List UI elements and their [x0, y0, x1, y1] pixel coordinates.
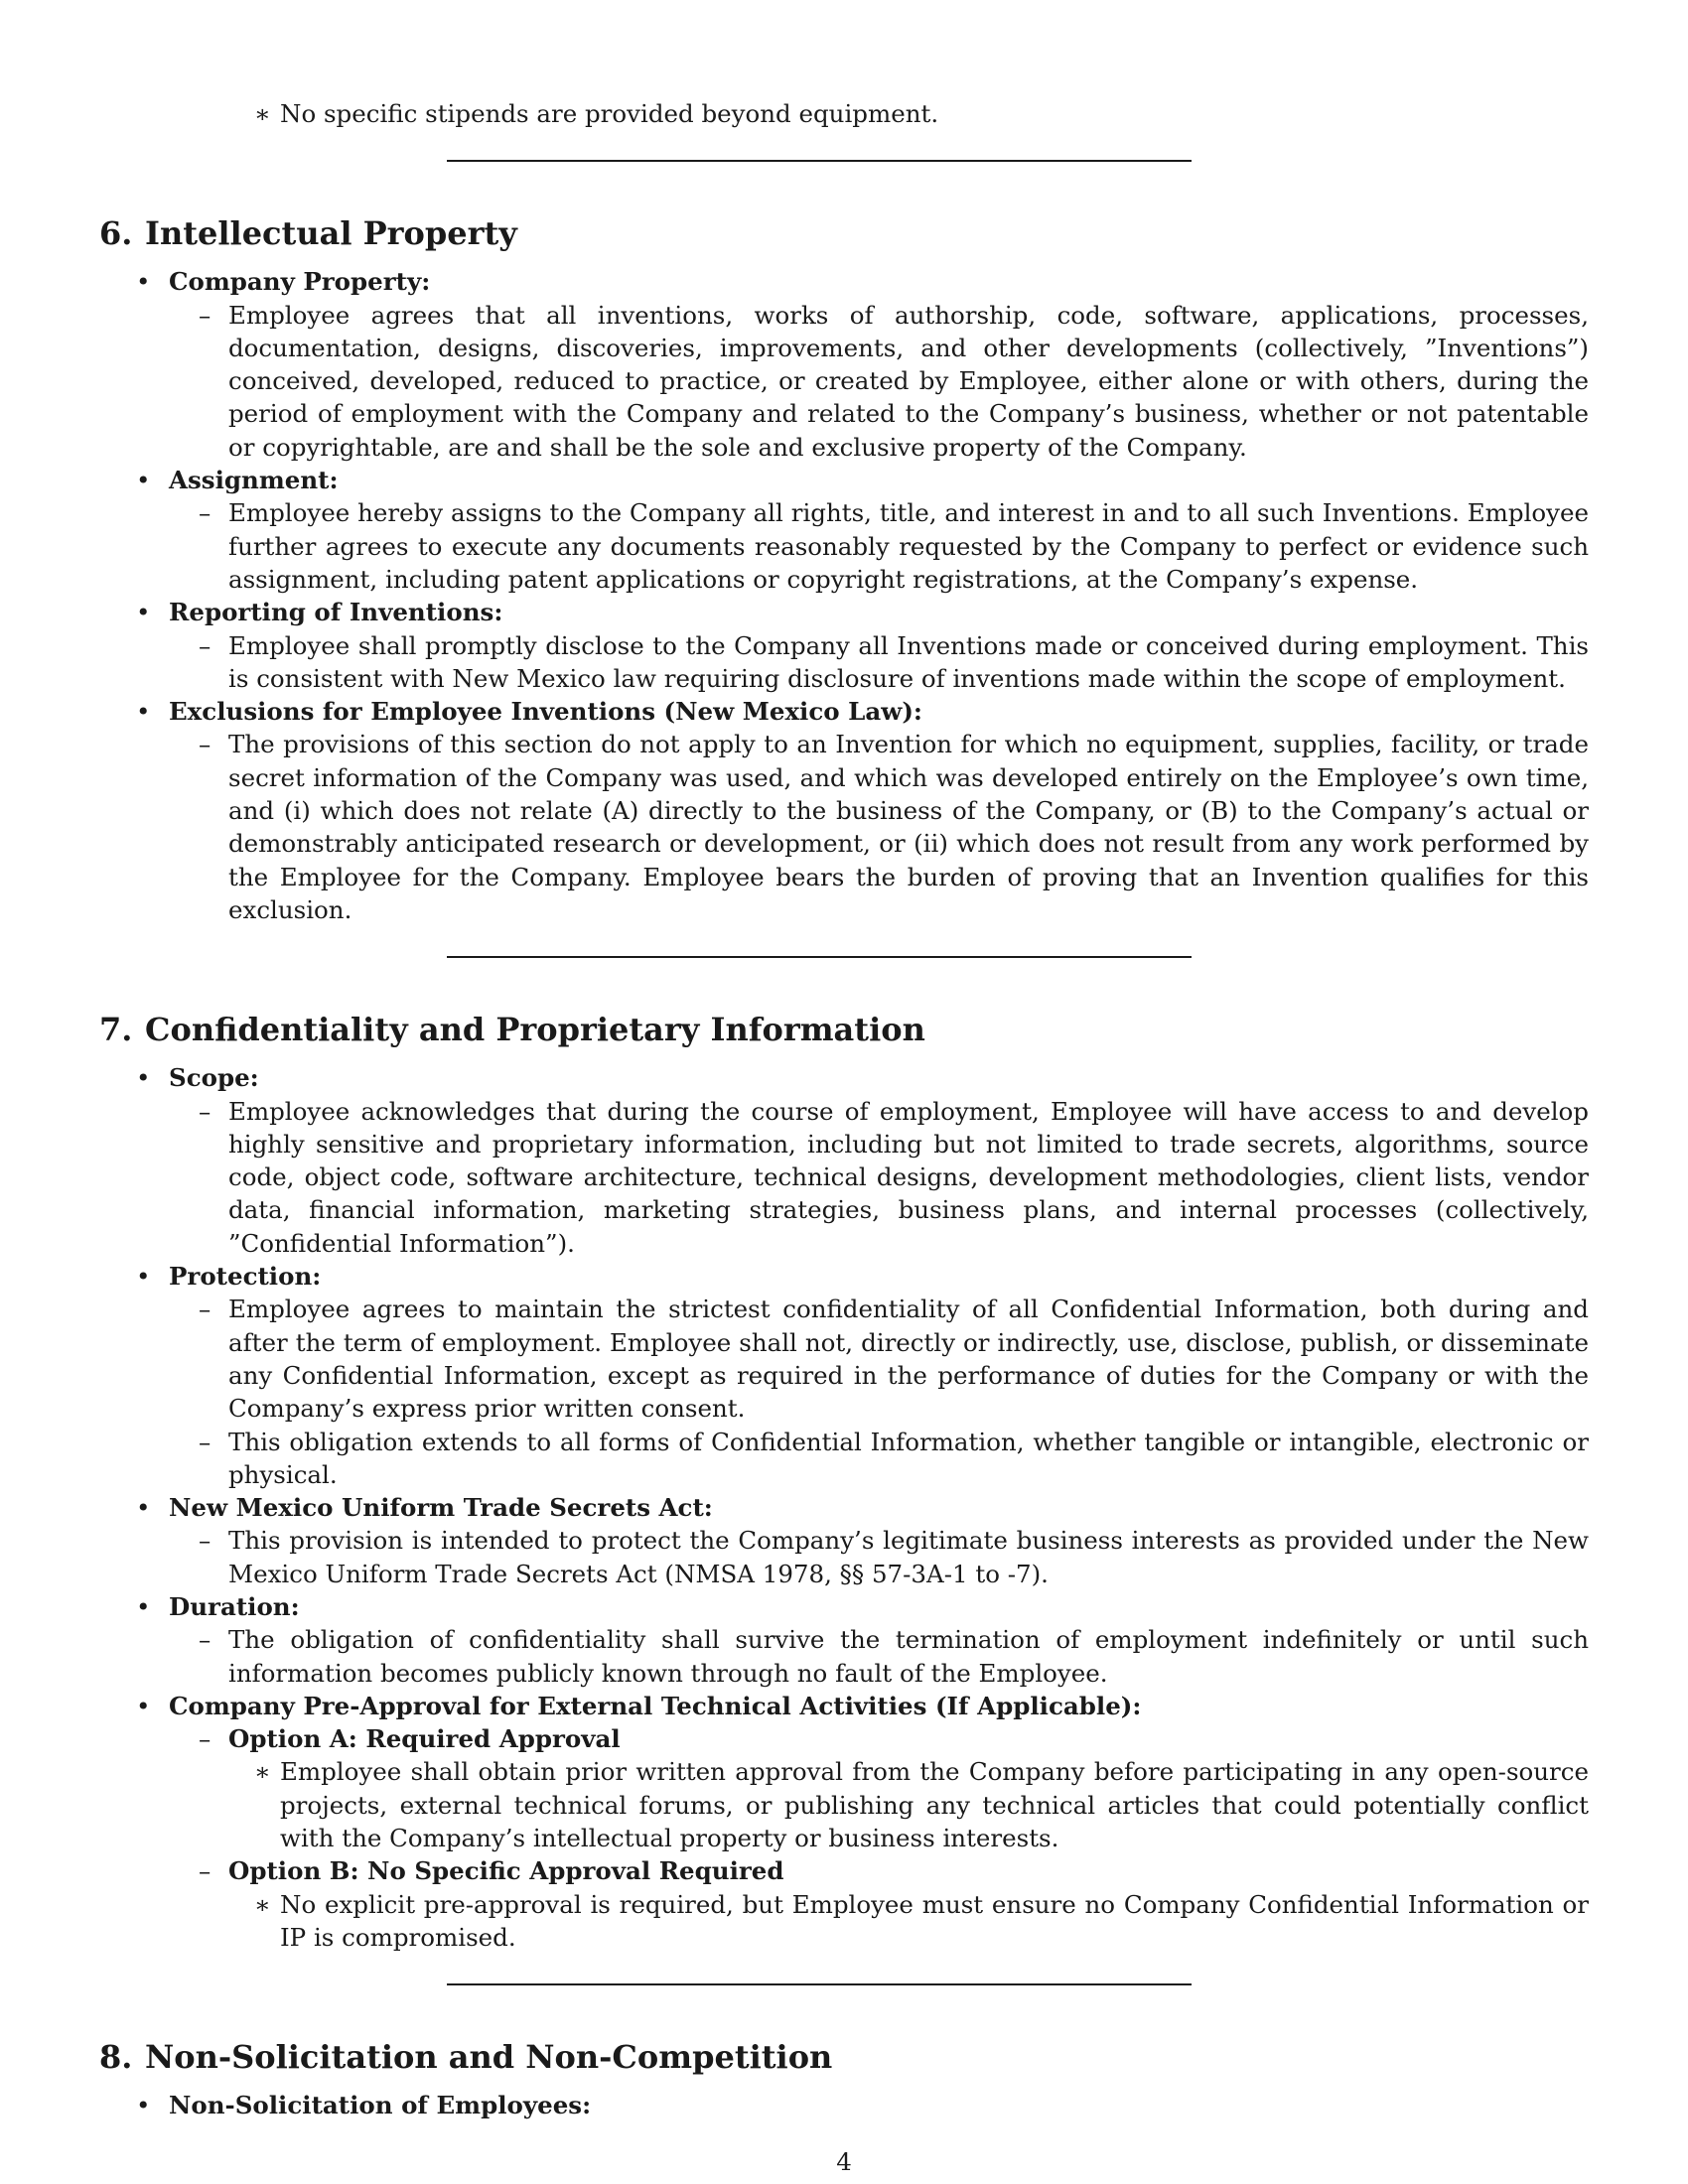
sub-item-text: Option A: Required Approval	[228, 1724, 621, 1754]
section-divider	[447, 1983, 1192, 1985]
sub-item	[169, 496, 1589, 596]
section-title: Confidentiality and Proprietary Information	[145, 1011, 925, 1049]
sub-item	[169, 1623, 1589, 1690]
list-item	[99, 265, 1589, 464]
sub-item	[169, 1426, 1589, 1492]
section-heading	[99, 1010, 1589, 1049]
sub-item	[169, 1095, 1589, 1260]
item-text: No specific stipends are provided beyond equipment.	[280, 99, 939, 128]
list-item	[99, 1590, 1589, 1690]
section-list	[99, 1061, 1589, 1954]
section-number: 7.	[99, 1011, 133, 1049]
dash-marker: –	[199, 300, 211, 330]
list-item	[99, 1260, 1589, 1491]
list-item	[99, 1690, 1589, 1954]
nested-item	[228, 1755, 1589, 1854]
asterisk-marker: ∗	[254, 1757, 271, 1787]
bullet-marker: •	[136, 2091, 151, 2120]
asterisk-marker: ∗	[254, 1889, 271, 1919]
sub-item	[169, 629, 1589, 696]
list-item	[99, 2089, 1589, 2121]
sub-item-text: The provisions of this section do not apply to an Invention for which no equipment, supplies, facility, or trade secret information of the Company was used, and which was developed entirely on the Employee’s own time, and (i) which does not relate (A) directly to the business of the Company, or (B) to the Company’s actual or demonstrably anticipated research or development, or (ii) which does not result from any work performed by the Employee for the Company. Employee bears the burden of proving that an Invention qualifies for this exclusion.	[228, 730, 1589, 924]
bullet-marker: •	[136, 466, 151, 495]
list-item	[99, 464, 1589, 596]
list-item	[99, 1491, 1589, 1590]
bullet-marker: •	[136, 267, 151, 297]
sub-item	[169, 1854, 1589, 1954]
dash-marker: –	[199, 1625, 211, 1655]
sections-container	[99, 213, 1589, 2121]
nested-item	[228, 1888, 1589, 1955]
section-divider	[447, 956, 1192, 958]
bullet-marker: •	[136, 598, 151, 627]
page-number: 4	[836, 2147, 852, 2176]
sub-item-text: Employee shall promptly disclose to the Company all Inventions made or conceived during employment. This is consistent with New Mexico law requiring disclosure of inventions made within the scope of employment.	[228, 630, 1589, 693]
sub-item-text: Employee acknowledges that during the course of employment, Employee will have access to and develop highly sensitive and proprietary information, including but not limited to trade secrets, algorithms, source code, object code, software architecture, technical designs, development methodologies, client lists, vendor data, financial information, marketing strategies, business plans, and internal processes (collectively, ”Confidential Information”).	[228, 1096, 1589, 1258]
item-heading: Reporting of Inventions:	[169, 598, 503, 627]
item-heading: Duration:	[169, 1591, 300, 1621]
dash-marker: –	[199, 498, 211, 528]
section-heading	[99, 2037, 1589, 2077]
nested-item-text: No explicit pre-approval is required, but Employee must ensure no Company Confidential Information or IP is compromised.	[280, 1889, 1589, 1952]
item-heading: Protection:	[169, 1262, 322, 1292]
list-item	[99, 596, 1589, 695]
section-number: 8.	[99, 2038, 133, 2077]
sub-item-text: Option B: No Specific Approval Required	[228, 1856, 784, 1886]
bullet-marker: •	[136, 1493, 151, 1523]
section-title: Non-Solicitation and Non-Competition	[145, 2038, 833, 2077]
nested-item-text: Employee shall obtain prior written approval from the Company before participating in any open-source projects, external technical forums, or publishing any technical articles that could potentially conflict with the Company’s intellectual property or business interests.	[280, 1757, 1589, 1853]
list-item	[99, 1061, 1589, 1260]
item-heading: Company Property:	[169, 267, 431, 297]
item-heading: Non-Solicitation of Employees:	[169, 2091, 592, 2120]
sub-item	[169, 728, 1589, 926]
sub-item	[169, 1524, 1589, 1590]
sub-item	[169, 1293, 1589, 1425]
dash-marker: –	[199, 730, 211, 759]
sub-item-text: Employee agrees to maintain the strictest confidentiality of all Confidential Information, both during and after the term of employment. Employee shall not, directly or indirectly, use, disclose, publish, or disseminate any Confidential Information, except as required in the performance of duties for the Company or with the Company’s express prior written consent.	[228, 1295, 1589, 1424]
asterisk-marker: ∗	[254, 99, 271, 128]
item-heading: New Mexico Uniform Trade Secrets Act:	[169, 1493, 713, 1523]
sub-item	[169, 299, 1589, 464]
dash-marker: –	[199, 1427, 211, 1456]
dash-marker: –	[199, 1526, 211, 1556]
item-heading: Company Pre-Approval for External Technical Activities (If Applicable):	[169, 1691, 1142, 1720]
item-heading: Assignment:	[169, 466, 339, 495]
dash-marker: –	[199, 1295, 211, 1324]
list-item	[228, 97, 1589, 130]
section-title: Intellectual Property	[145, 214, 517, 253]
dash-marker: –	[199, 630, 211, 660]
bullet-marker: •	[136, 697, 151, 727]
sub-item-text: Employee agrees that all inventions, works of authorship, code, software, applications, processes, documentation, designs, discoveries, improvements, and other developments (collectively, ”Inventions”) conceived, developed, reduced to practice, or created by Employee, either alone or with others, during the period of employment with the Company and related to the Company’s business, whether or not patentable or copyrightable, are and shall be the sole and exclusive property of the Company.	[228, 300, 1589, 462]
bullet-marker: •	[136, 1262, 151, 1292]
list-item	[99, 695, 1589, 926]
dash-marker: –	[199, 1096, 211, 1126]
dash-marker: –	[199, 1856, 211, 1886]
sub-item-text: This provision is intended to protect the Company’s legitimate business interests as provided under the New Mexico Uniform Trade Secrets Act (NMSA 1978, §§ 57-3A-1 to -7).	[228, 1526, 1589, 1588]
section-number: 6.	[99, 214, 133, 253]
sub-item-text: The obligation of confidentiality shall survive the termination of employment indefinitely or until such information becomes publicly known through no fault of the Employee.	[228, 1625, 1589, 1688]
dash-marker: –	[199, 1724, 211, 1754]
item-heading: Exclusions for Employee Inventions (New Mexico Law):	[169, 697, 922, 727]
section-list	[99, 265, 1589, 926]
bullet-marker: •	[136, 1691, 151, 1720]
bullet-marker: •	[136, 1591, 151, 1621]
sub-item-text: This obligation extends to all forms of Confidential Information, whether tangible or intangible, electronic or physical.	[228, 1427, 1589, 1489]
section-list	[99, 2089, 1589, 2121]
bullet-marker: •	[136, 1063, 151, 1093]
document-body	[99, 97, 1589, 2122]
sub-item-text: Employee hereby assigns to the Company all rights, title, and interest in and to all such Inventions. Employee further agrees to execute any documents reasonably requested by the Company to perfect or evidence such assignment, including patent applications or copyright registrations, at the Company’s expense.	[228, 498, 1589, 594]
section-divider	[447, 160, 1192, 162]
section-heading	[99, 213, 1589, 253]
sub-item	[169, 1722, 1589, 1854]
item-heading: Scope:	[169, 1063, 259, 1093]
